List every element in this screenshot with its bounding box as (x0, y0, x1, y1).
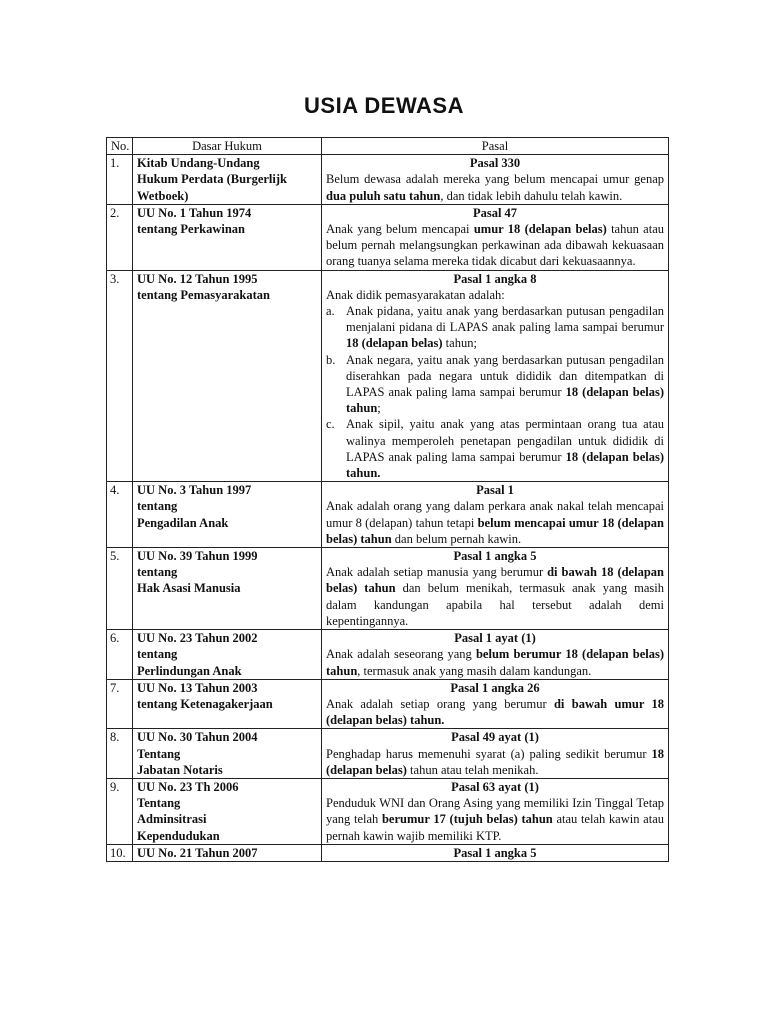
pasal-title: Pasal 1 angka 5 (453, 549, 537, 564)
subitem-label: b. (326, 352, 336, 367)
subitem-text-span: Anak pidana, yaitu anak yang berdasarkan putusan pengadilan menjalani pidana di LAPAS anak paling lama sampai berumur (346, 304, 664, 335)
usia-dewasa-table (106, 137, 669, 862)
pasal-title: Pasal 1 (476, 483, 514, 498)
pasal-title: Pasal 63 ayat (1) (451, 779, 539, 794)
pasal-text-span: , termasuk anak yang masih dalam kandungan. (357, 663, 592, 678)
dasar-hukum-line: UU No. 3 Tahun 1997 (137, 483, 252, 498)
pasal-text-span: Belum dewasa adalah mereka yang belum mencapai umur genap (326, 172, 664, 187)
row-number: 4. (107, 482, 133, 548)
dasar-hukum-line: Jabatan Notaris (137, 762, 223, 777)
dasar-hukum-line: UU No. 21 Tahun 2007 (137, 845, 258, 860)
dasar-hukum-line: Pengadilan Anak (137, 515, 229, 530)
subitem-text-bold: 18 (delapan belas) tahun (346, 385, 664, 416)
pasal-text-bold: dua puluh satu tahun (326, 188, 441, 203)
dasar-hukum-line: Tentang (137, 746, 181, 761)
dasar-hukum-line: UU No. 12 Tahun 1995 (137, 271, 258, 286)
pasal-text-span: Anak adalah seseorang yang (326, 647, 476, 662)
pasal-text (326, 287, 664, 303)
row-number: 1. (107, 155, 133, 205)
header-pasal: Pasal (322, 138, 669, 155)
dasar-hukum-cell (133, 155, 322, 205)
pasal-text-span: atau telah kawin atau pernah kawin wajib memiliki KTP. (326, 812, 664, 843)
pasal-text-span: , dan tidak lebih dahulu telah kawin. (440, 188, 623, 203)
pasal-title: Pasal 47 (472, 205, 518, 220)
dasar-hukum-cell (133, 482, 322, 548)
dasar-hukum-line: tentang Pemasyarakatan (137, 287, 270, 302)
dasar-hukum-cell (133, 679, 322, 729)
table-row (107, 548, 669, 630)
pasal-text-span: Anak yang belum mencapai (326, 222, 474, 237)
table-row (107, 844, 669, 861)
row-number: 8. (107, 729, 133, 779)
dasar-hukum-line: tentang Ketenagakerjaan (137, 696, 273, 711)
table-row (107, 204, 669, 270)
pasal-text (326, 564, 664, 629)
pasal-cell (322, 679, 669, 729)
pasal-text (326, 696, 664, 728)
pasal-text-bold: belum mencapai umur 18 (delapan belas) tahun (326, 515, 664, 546)
pasal-text-span: Anak didik pemasyarakatan adalah: (326, 287, 505, 302)
dasar-hukum-line: UU No. 13 Tahun 2003 (137, 680, 258, 695)
pasal-text (326, 498, 664, 547)
pasal-cell (322, 270, 669, 482)
pasal-text (326, 746, 664, 778)
pasal-text-span: Penghadap harus memenuhi syarat (a) paling sedikit berumur (326, 746, 652, 761)
pasal-text (326, 646, 664, 678)
row-number: 2. (107, 204, 133, 270)
dasar-hukum-line: Tentang (137, 796, 181, 811)
row-number: 6. (107, 630, 133, 680)
pasal-text-span: dan belum menikah, termasuk anak yang masih dalam kandungan apabila hal tersebut adalah demi kepentingannya. (326, 581, 664, 628)
dasar-hukum-cell (133, 844, 322, 861)
subitem-text-span: Anak sipil, yaitu anak yang atas permintaan orang tua atau walinya memperoleh penetapan pengadilan untuk dididik di LAPAS anak paling lama sampai berumur (346, 417, 664, 464)
pasal-text-span: Penduduk WNI dan Orang Asing yang memiliki Izin Tinggal Tetap yang telah (326, 796, 664, 827)
dasar-hukum-cell (133, 204, 322, 270)
dasar-hukum-cell (133, 548, 322, 630)
row-number: 9. (107, 778, 133, 844)
pasal-text (326, 221, 664, 270)
pasal-subitem (326, 303, 664, 352)
dasar-hukum-line: tentang (137, 499, 178, 514)
subitem-text-bold: 18 (delapan belas) tahun. (346, 449, 664, 481)
pasal-title: Pasal 1 ayat (1) (454, 631, 536, 646)
header-no: No. (107, 138, 133, 155)
pasal-cell (322, 204, 669, 270)
subitem-text (346, 303, 664, 352)
dasar-hukum-line: Hukum Perdata (Burgerlijk (137, 172, 287, 187)
pasal-text-bold: umur 18 (delapan belas) (473, 222, 607, 237)
dasar-hukum-line: tentang (137, 565, 178, 580)
subitem-text-span: ; (377, 401, 381, 416)
table-row (107, 270, 669, 482)
row-number: 7. (107, 679, 133, 729)
header-dasar-hukum: Dasar Hukum (133, 138, 322, 155)
dasar-hukum-line: UU No. 23 Tahun 2002 (137, 631, 258, 646)
pasal-subitem (326, 352, 664, 417)
dasar-hukum-line: Wetboek) (137, 188, 189, 203)
table-header-row (107, 138, 669, 155)
table-row (107, 155, 669, 205)
dasar-hukum-cell (133, 630, 322, 680)
table-row (107, 482, 669, 548)
subitem-text-bold: 18 (delapan belas) (346, 336, 443, 351)
dasar-hukum-line: tentang Perkawinan (137, 222, 245, 237)
pasal-title: Pasal 49 ayat (1) (451, 730, 539, 745)
pasal-text-bold: 18 (delapan belas) (326, 746, 664, 777)
pasal-title: Pasal 1 angka 5 (453, 845, 537, 860)
subitem-label: a. (326, 304, 335, 319)
pasal-text (326, 795, 664, 844)
pasal-text-span: dan belum pernah kawin. (391, 531, 522, 546)
pasal-title: Pasal 1 angka 26 (450, 680, 540, 695)
table-row (107, 630, 669, 680)
row-number: 3. (107, 270, 133, 482)
table-body (107, 155, 669, 862)
pasal-cell (322, 482, 669, 548)
pasal-cell (322, 630, 669, 680)
pasal-text-span: Anak adalah setiap orang yang berumur (326, 696, 554, 711)
subitem-text-span: Anak negara, yaitu anak yang berdasarkan putusan pengadilan diserahkan pada negara untuk dididik dan ditempatkan di LAPAS anak paling lama sampai berumur (346, 352, 664, 400)
pasal-text-span: tahun atau telah menikah. (406, 762, 539, 777)
dasar-hukum-line: Adminsitrasi (137, 812, 207, 827)
dasar-hukum-line: Kependudukan (137, 828, 220, 843)
table-row (107, 729, 669, 779)
dasar-hukum-line: tentang (137, 647, 178, 662)
pasal-text-bold: belum berumur 18 (delapan belas) tahun (326, 647, 664, 678)
pasal-cell (322, 778, 669, 844)
pasal-cell (322, 729, 669, 779)
dasar-hukum-line: UU No. 23 Th 2006 (137, 779, 239, 794)
pasal-title: Pasal 1 angka 8 (453, 271, 537, 286)
row-number: 10. (107, 844, 133, 861)
pasal-text-span: tahun atau belum pernah melangsungkan perkawinan ada dibawah kekuasaan orang tuanya selama mereka tidak dicabut dari kekuasaannya. (326, 222, 664, 269)
dasar-hukum-line: UU No. 39 Tahun 1999 (137, 549, 258, 564)
subitem-text (346, 416, 664, 481)
table-row (107, 679, 669, 729)
dasar-hukum-cell (133, 778, 322, 844)
subitem-label: c. (326, 417, 335, 432)
dasar-hukum-line: Kitab Undang-Undang (137, 156, 260, 171)
dasar-hukum-line: Hak Asasi Manusia (137, 581, 241, 596)
row-number: 5. (107, 548, 133, 630)
pasal-title: Pasal 330 (469, 156, 521, 171)
pasal-text-bold: di bawah umur 18 (delapan belas) tahun. (326, 696, 664, 728)
dasar-hukum-cell (133, 729, 322, 779)
dasar-hukum-cell (133, 270, 322, 482)
pasal-cell (322, 548, 669, 630)
pasal-text (326, 171, 664, 203)
dasar-hukum-line: UU No. 1 Tahun 1974 (137, 205, 252, 220)
subitem-text (346, 352, 664, 417)
pasal-cell (322, 155, 669, 205)
pasal-cell (322, 844, 669, 861)
page-title: USIA DEWASA (304, 93, 464, 118)
dasar-hukum-line: UU No. 30 Tahun 2004 (137, 730, 258, 745)
table-row (107, 778, 669, 844)
pasal-text-span: Anak adalah setiap manusia yang berumur (326, 565, 548, 580)
subitem-text-span: tahun; (442, 336, 477, 351)
dasar-hukum-line: Perlindungan Anak (137, 663, 242, 678)
pasal-text-span: Anak adalah orang yang dalam perkara anak nakal telah mencapai umur 8 (delapan) tahun tetapi (326, 499, 664, 530)
pasal-text-bold: di bawah 18 (delapan belas) tahun (326, 565, 664, 596)
pasal-subitem (326, 416, 664, 481)
pasal-text-bold: berumur 17 (tujuh belas) tahun (381, 812, 553, 827)
